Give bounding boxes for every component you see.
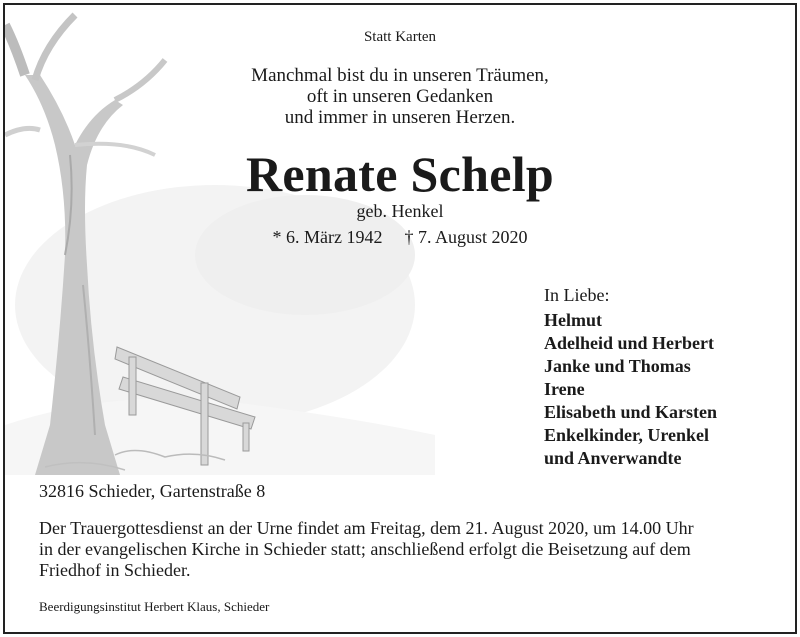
- birth-name: geb. Henkel: [356, 201, 444, 221]
- birth-date: * 6. März 1942: [272, 227, 383, 247]
- death-date: † 7. August 2020: [404, 227, 528, 247]
- verse-line: oft in unseren Gedanken: [306, 86, 494, 107]
- verse-line: Manchmal bist du in unseren Träumen,: [251, 65, 549, 86]
- tree-branch: [5, 128, 40, 135]
- mourner-name: Enkelkinder, Urenkel: [544, 425, 710, 445]
- statt-karten: Statt Karten: [363, 29, 437, 45]
- obituary-card: [3, 3, 797, 634]
- mourner-name: Janke und Thomas: [544, 356, 691, 376]
- life-dates: [5, 227, 795, 248]
- mourners-list: [544, 309, 717, 470]
- mourners-intro: In Liebe:: [544, 285, 610, 305]
- family-address: 32816 Schieder, Gartenstraße 8: [39, 481, 266, 501]
- bench-leg: [129, 357, 136, 415]
- service-line: Friedhof in Schieder.: [39, 560, 191, 580]
- mourner-name: Elisabeth und Karsten: [544, 402, 718, 422]
- bench-leg: [201, 383, 208, 465]
- deceased-name: Renate Schelp: [245, 146, 555, 202]
- verse-line: und immer in unseren Herzen.: [284, 107, 516, 128]
- undertaker: Beerdigungsinstitut Herbert Klaus, Schieder: [39, 599, 270, 614]
- mourner-name: Helmut: [544, 310, 602, 330]
- service-notice: [39, 518, 694, 581]
- memorial-verse: [5, 65, 795, 128]
- bench-leg: [243, 423, 249, 451]
- mourner-name: und Anverwandte: [544, 448, 682, 468]
- mourner-name: Adelheid und Herbert: [544, 333, 715, 353]
- service-line: Der Trauergottesdienst an der Urne findet am Freitag, dem 21. August 2020, um 14.00 Uhr: [39, 518, 694, 538]
- mourner-name: Irene: [544, 379, 585, 399]
- service-line: in der evangelischen Kirche in Schieder statt; anschließend erfolgt die Beisetzung auf dem: [39, 539, 691, 559]
